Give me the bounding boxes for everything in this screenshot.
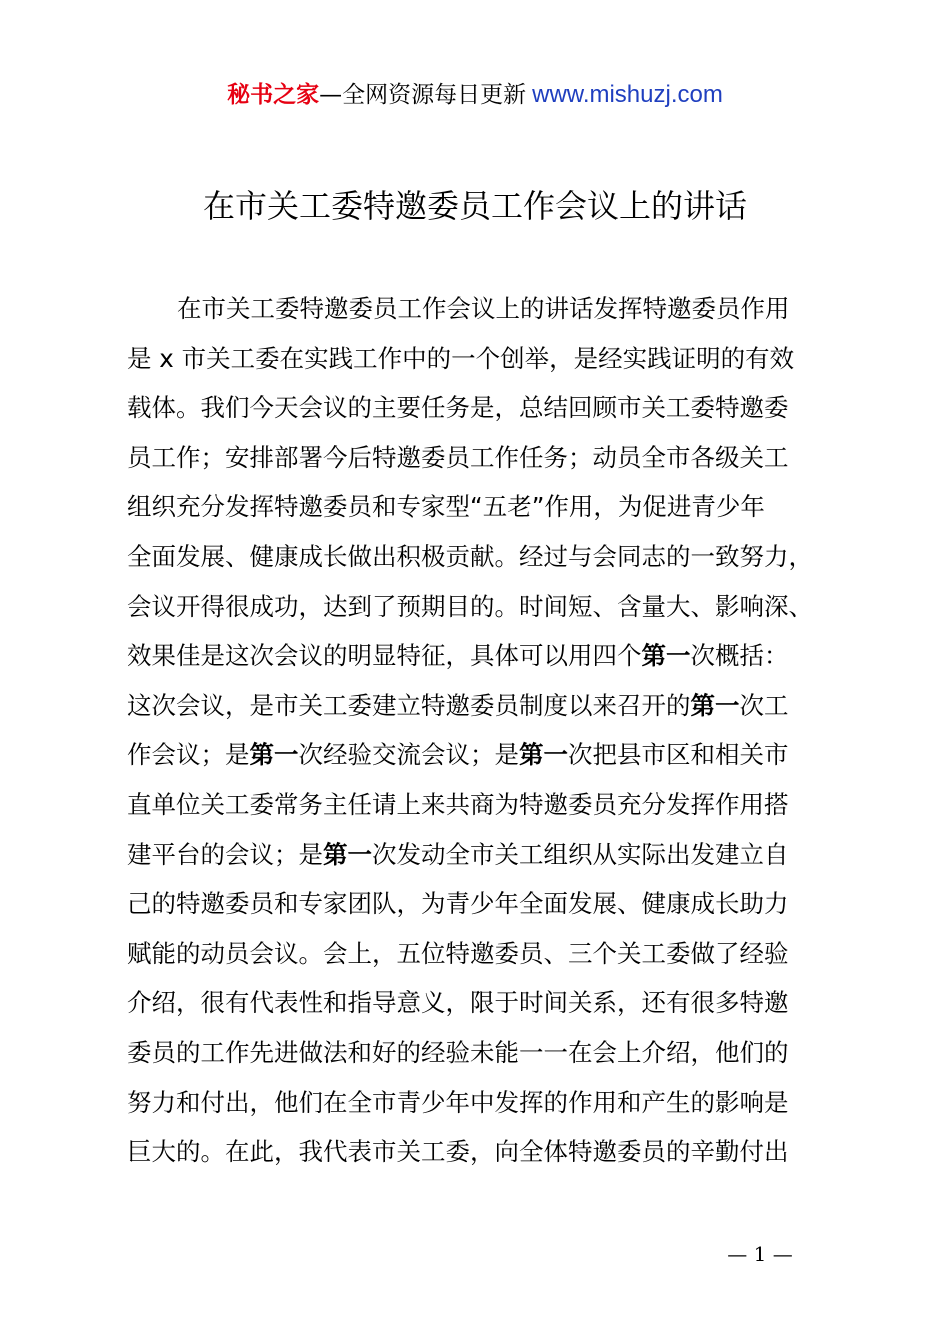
document-title: 在市关工委特邀委员工作会议上的讲话 (202, 187, 747, 225)
text-line (127, 830, 837, 880)
text-run: 是 x 市关工委在实践工作中的一个创举，是经实践证明的有效 (127, 343, 795, 373)
text-line (127, 284, 837, 334)
text-line (127, 929, 837, 979)
emphasis-text: 第一 (690, 690, 740, 720)
header-tagline: —全网资源每日更新 (319, 82, 527, 108)
text-line (127, 631, 837, 681)
text-line (127, 1078, 837, 1128)
text-line (127, 730, 837, 780)
site-url-link[interactable]: www.mishuzj.com (532, 81, 723, 108)
text-line (127, 780, 837, 830)
text-run: 努力和付出，他们在全市青少年中发挥的作用和产生的影响是 (127, 1087, 789, 1117)
text-run: 组织充分发挥特邀委员和专家型“五老”作用，为促进青少年 (127, 492, 765, 522)
text-line (127, 383, 837, 433)
text-line (127, 879, 837, 929)
text-run: 全面发展、健康成长做出积极贡献。经过与会同志的一致努力， (127, 541, 813, 571)
text-line (127, 582, 837, 632)
text-line (127, 433, 837, 483)
emphasis-text: 第一 (641, 641, 691, 671)
text-run: 赋能的动员会议。会上，五位特邀委员、三个关工委做了经验 (127, 938, 789, 968)
text-line (127, 681, 837, 731)
emphasis-text: 第一 (249, 740, 299, 770)
page-number: — 1 — (727, 1242, 793, 1266)
text-run: 次把县市区和相关市 (568, 740, 789, 770)
text-run: 介绍，很有代表性和指导意义，限于时间关系，还有很多特邀 (127, 988, 789, 1018)
emphasis-text: 第一 (323, 839, 372, 869)
text-run: 在市关工委特邀委员工作会议上的讲话发挥特邀委员作用 (177, 294, 790, 323)
text-run: 会议开得很成功，达到了预期目的。时间短、含量大、影响深、 (127, 591, 813, 621)
text-run: 直单位关工委常务主任请上来共商为特邀委员充分发挥作用搭 (127, 789, 789, 819)
text-run: 次工 (739, 690, 789, 720)
text-line (127, 1028, 837, 1078)
text-run: 次概括： (690, 641, 789, 671)
text-line (127, 482, 837, 532)
text-run: 次经验交流会议；是 (298, 740, 519, 770)
text-run: 作会议；是 (127, 740, 250, 770)
text-line (127, 978, 837, 1028)
page-header (0, 78, 950, 112)
text-run: 次发动全市关工组织从实际出发建立自 (372, 839, 789, 869)
text-run: 员工作；安排部署今后特邀委员工作任务；动员全市各级关工 (127, 442, 789, 472)
text-line (127, 1127, 837, 1177)
text-run: 委员的工作先进做法和好的经验未能一一在会上介绍，他们的 (127, 1037, 789, 1067)
brand-name: 秘书之家 (227, 82, 320, 108)
emphasis-text: 第一 (519, 740, 568, 770)
text-run: 效果佳是这次会议的明显特征，具体可以用四个 (127, 641, 642, 671)
text-run: 这次会议，是市关工委建立特邀委员制度以来召开的 (127, 690, 691, 720)
text-run: 己的特邀委员和专家团队，为青少年全面发展、健康成长助力 (127, 889, 789, 919)
text-run: 载体。我们今天会议的主要任务是，总结回顾市关工委特邀委 (127, 393, 789, 423)
text-run: 巨大的。在此，我代表市关工委，向全体特邀委员的辛勤付出 (127, 1137, 789, 1167)
text-line (127, 334, 837, 384)
body-paragraph (127, 284, 837, 1177)
text-line (127, 532, 837, 582)
text-run: 建平台的会议；是 (127, 839, 323, 869)
